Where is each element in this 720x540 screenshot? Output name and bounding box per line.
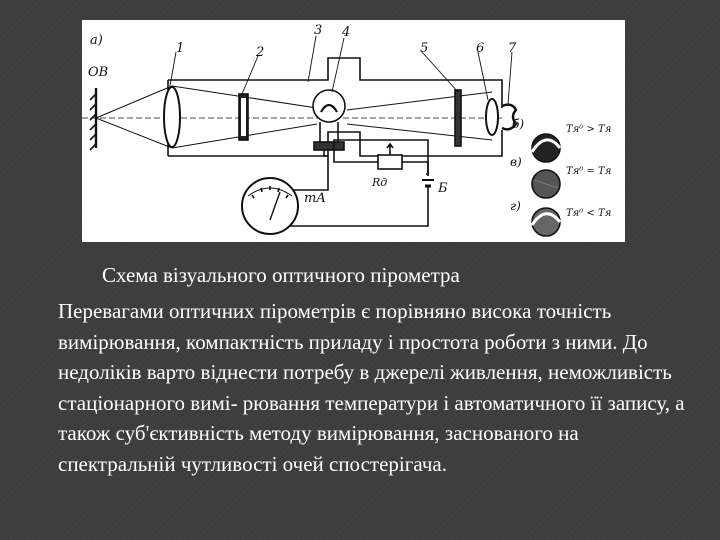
pyrometer-diagram bbox=[82, 20, 625, 242]
rheostat-resistor bbox=[378, 155, 402, 169]
part-1-label: 1 bbox=[176, 41, 185, 56]
milliammeter bbox=[242, 178, 298, 234]
part-7-label: 7 bbox=[508, 41, 517, 56]
figure-caption: Схема візуального оптичного пірометра bbox=[102, 263, 460, 287]
view-b-condition: Tя⁰ > Tя bbox=[566, 124, 612, 135]
resistor-label: Rд bbox=[372, 176, 388, 189]
pyrometer-schematic bbox=[82, 20, 625, 242]
objective-lens bbox=[164, 87, 180, 147]
part-6-label: 6 bbox=[476, 41, 485, 56]
body-paragraph: Перевагами оптичних пірометрів є порівняно висока точність вимірювання, компактність приладу і простота роботи з ними. До недоліків варто віднести потребу в джерелі живлення, неможливість стаціонарного вимі- рювання температури і автоматичного її запису, а також суб'єктивність методу вимірювання, заснованого на спектральній чутливості очей спостерігача. bbox=[58, 299, 685, 476]
filament-view-g bbox=[532, 208, 560, 236]
part-4-label: 4 bbox=[342, 25, 351, 40]
red-filter bbox=[455, 90, 461, 146]
view-v-label: в) bbox=[510, 155, 522, 169]
part-3-label: 3 bbox=[314, 23, 323, 38]
battery-label: Б bbox=[438, 181, 448, 196]
view-v-condition: Tя⁰ = Tя bbox=[566, 166, 612, 177]
reference-lamp bbox=[313, 90, 345, 150]
view-g-label: г) bbox=[510, 199, 521, 213]
view-g-condition: Tя⁰ < Tя bbox=[566, 208, 612, 219]
part-5-label: 5 bbox=[420, 41, 429, 56]
panel-label: а) bbox=[90, 33, 103, 48]
meter-label: mA bbox=[304, 191, 326, 206]
filament-views bbox=[532, 134, 560, 236]
part-2-label: 2 bbox=[256, 45, 265, 60]
object-label: ОВ bbox=[88, 65, 109, 80]
light-rays bbox=[82, 86, 502, 148]
view-b-label: б) bbox=[512, 117, 525, 131]
eyepiece-lens bbox=[486, 99, 498, 135]
object-surface bbox=[90, 88, 96, 150]
